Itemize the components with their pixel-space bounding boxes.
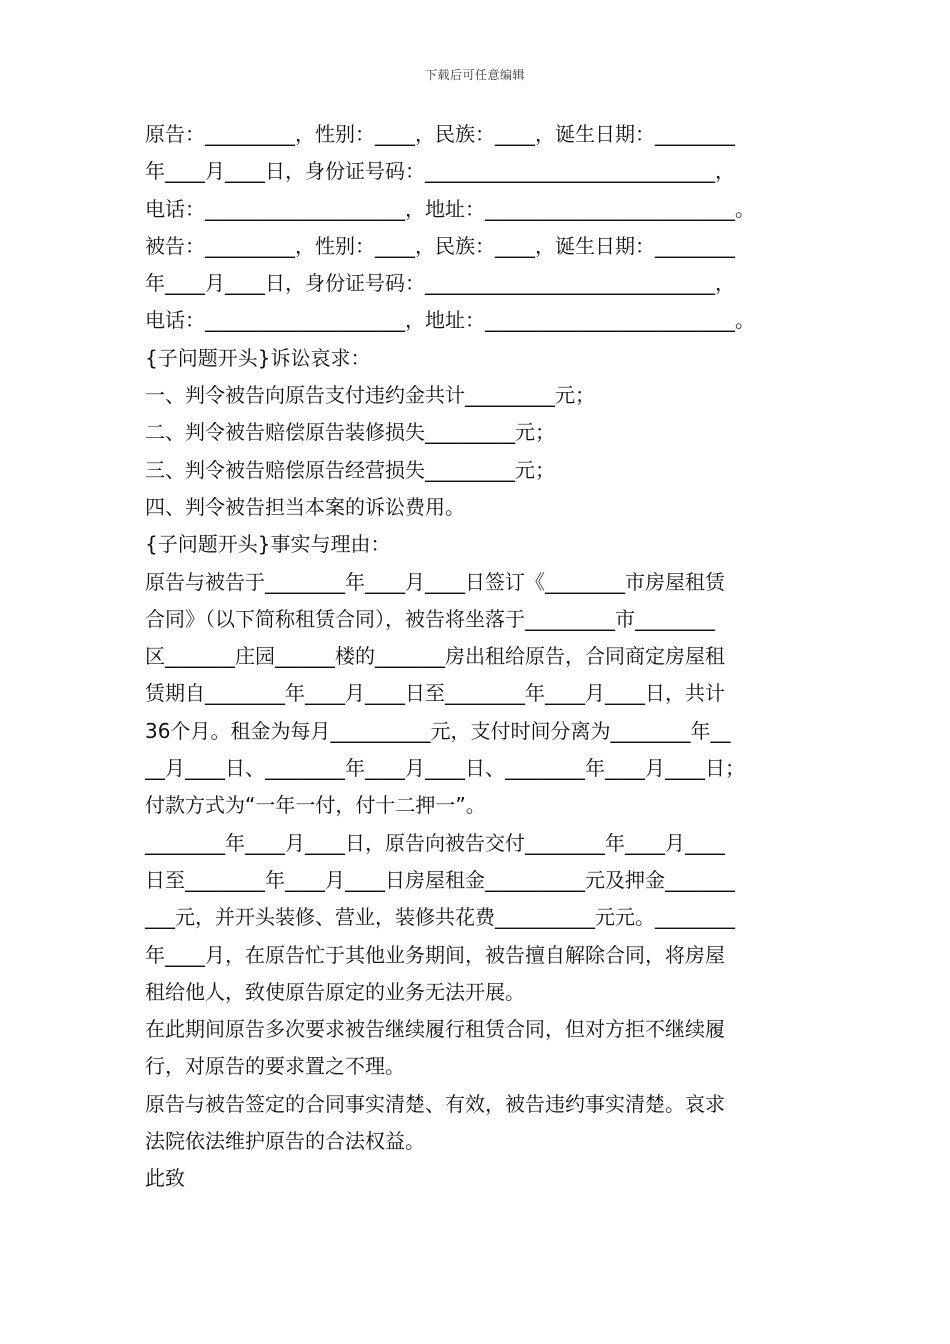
facts-line-6: __月____日、________年____月____日、________年____月____日； [145, 756, 745, 781]
facts-line-2: 合同》（以下简称租赁合同），被告将坐落于_________市________ [145, 606, 715, 631]
facts-heading: {子问题开头}事实与理由： [145, 532, 391, 557]
facts-line-9: 日至________年____月____日房屋租金__________元及押金_______ [145, 867, 735, 892]
plaintiff-line-1: 原告：_________，性别：____，民族：____，诞生日期：________ [145, 122, 735, 146]
complaint-body [145, 116, 815, 1198]
facts-line-1: 原告与被告于________年____月____日签订《________市房屋租赁 [145, 569, 725, 594]
facts-line-15: 原告与被告签定的合同事实清楚、有效，被告违约事实清楚。哀求 [145, 1091, 725, 1116]
header-note: 下载后可任意编辑 [424, 68, 525, 82]
defendant-line-3: 电话：____________________，地址：_________________________。 [145, 308, 755, 333]
facts-line-5: 36个月。租金为每月__________元，支付时间分离为________年__ [145, 718, 731, 743]
plaintiff-line-3: 电话：____________________，地址：_________________________。 [145, 196, 755, 221]
facts-line-12: 租给他人，致使原告原定的业务无法开展。 [145, 979, 525, 1004]
facts-line-7: 付款方式为“一年一付，付十二押一”。 [145, 793, 486, 818]
closing-line: 此致 [145, 1166, 185, 1191]
claim-item-3: 三、判令被告赔偿原告经营损失_________元； [145, 457, 555, 482]
plaintiff-line-2: 年____月____日，身份证号码：_____________________________， [145, 159, 735, 184]
facts-line-3: 区_______庄园______楼的_______房出租给原告，合同商定房屋租 [145, 644, 725, 669]
facts-line-13: 在此期间原告多次要求被告继续履行租赁合同，但对方拒不继续履 [145, 1017, 725, 1042]
facts-line-14: 行，对原告的要求置之不理。 [145, 1054, 405, 1079]
defendant-line-2: 年____月____日，身份证号码：_____________________________， [145, 271, 735, 296]
facts-line-8: ________年____月____日，原告向被告交付________年____月____ [145, 830, 725, 855]
facts-line-10: ___元，并开头装修、营业，装修共花费__________元元。________ [145, 905, 735, 930]
claim-item-2: 二、判令被告赔偿原告装修损失_________元； [145, 420, 555, 445]
facts-line-4: 赁期自________年____月____日至________年____月____日，共计 [145, 681, 725, 706]
claim-item-1: 一、判令被告向原告支付违约金共计_________元； [145, 383, 595, 408]
claim-item-4: 四、判令被告担当本案的诉讼费用。 [145, 494, 465, 519]
facts-line-16: 法院依法维护原告的合法权益。 [145, 1129, 425, 1154]
defendant-line-1: 被告：_________，性别：____，民族：____，诞生日期：________ [145, 233, 735, 258]
claims-heading: {子问题开头}诉讼哀求： [145, 345, 371, 370]
facts-line-11: 年____月，在原告忙于其他业务期间，被告擅自解除合同，将房屋 [145, 942, 725, 967]
